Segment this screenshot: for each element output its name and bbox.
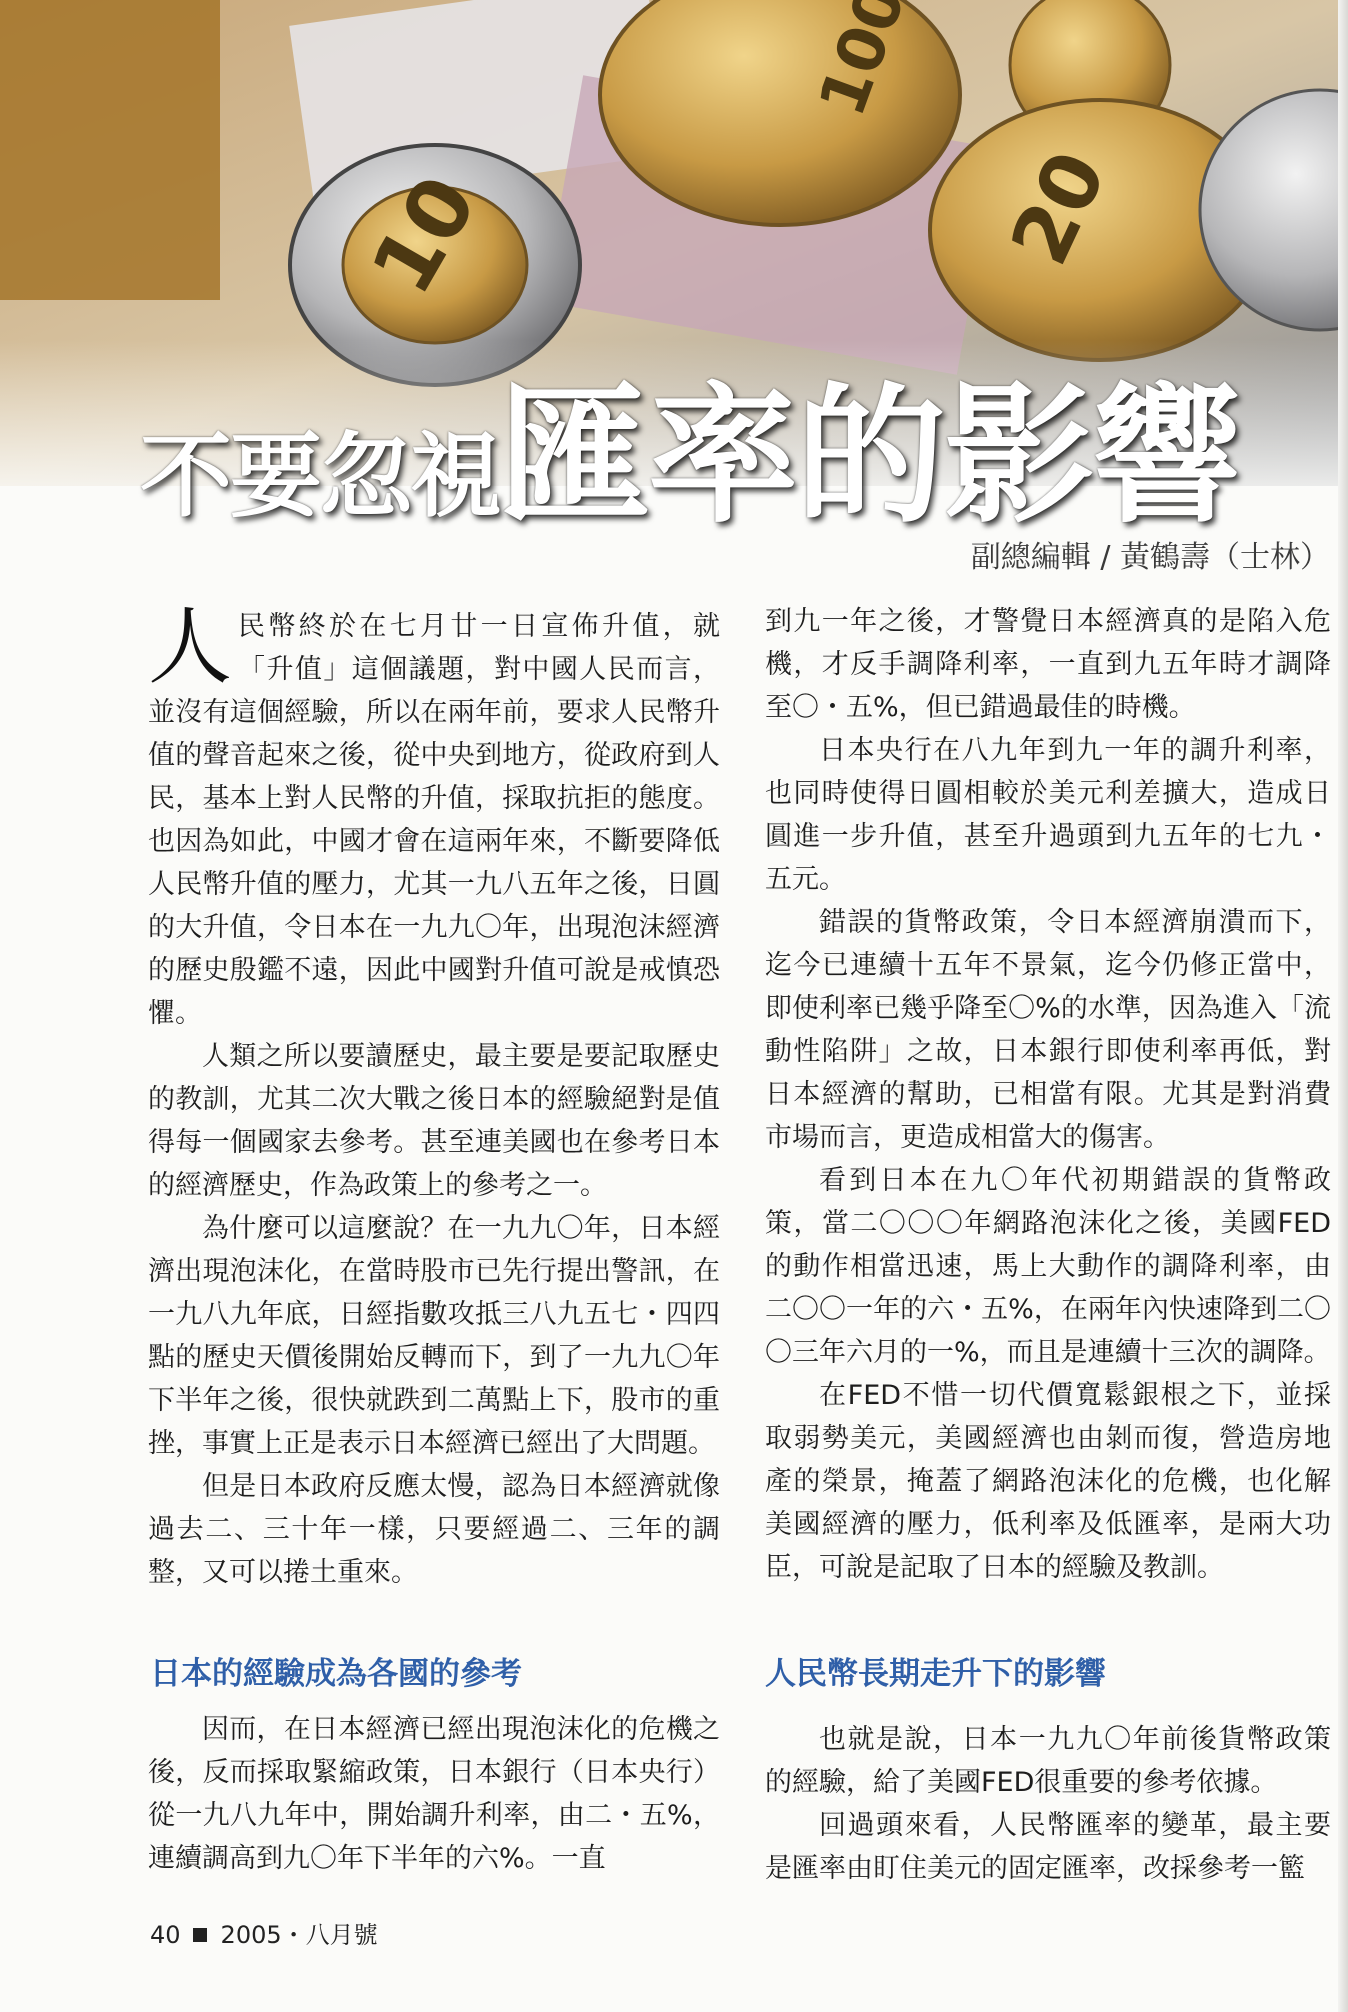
column-right	[765, 600, 1331, 1589]
drop-cap: 人	[148, 598, 233, 696]
byline: 副總編輯 / 黃鶴壽（士林）	[970, 540, 1330, 575]
column-left	[148, 598, 720, 1594]
title-prefix: 不要忽視	[140, 423, 501, 530]
paragraph: 為什麼可以這麼說？在一九九〇年，日本經濟出現泡沫化，在當時股市已先行提出警訊，在一九八九年底，日經指數攻抵三八九五七・四四點的歷史天價後開始反轉而下，到了一九九〇年下半年之後，很快就跌到二萬點上下，股市的重挫，事實上正是表示日本經濟已經出了大問題。	[148, 1213, 720, 1459]
issue-label: 2005・八月號	[220, 1921, 378, 1949]
section-heading-left: 日本的經驗成為各國的參考	[150, 1656, 522, 1692]
paragraph: 在FED不惜一切代價寬鬆銀根之下，並採取弱勢美元，美國經濟也由剝而復，營造房地產的榮景，掩蓋了網路泡沫化的危機，也化解美國經濟的壓力，低利率及低匯率，是兩大功臣，可說是記取了日本的經驗及教訓。	[765, 1380, 1331, 1583]
article-title	[140, 335, 1240, 551]
paragraph: 回過頭來看，人民幣匯率的變革，最主要是匯率由盯住美元的固定匯率，改採參考一籃	[765, 1810, 1331, 1884]
title-main: 匯率的影響	[500, 370, 1241, 544]
paragraph: 人民幣終於在七月廿一日宣佈升值，就「升值」這個議題，對中國人民而言，並沒有這個經驗，所以在兩年前，要求人民幣升值的聲音起來之後，從中央到地方，從政府到人民，基本上對人民幣的升值，採取抗拒的態度。也因為如此，中國才會在這兩年來，不斷要降低人民幣升值的壓力，尤其一九八五年之後，日圓的大升值，令日本在一九九〇年，出現泡沫經濟的歷史殷鑑不遠，因此中國對升值可說是戒慎恐懼。	[148, 598, 720, 1029]
paragraph: 人類之所以要讀歷史，最主要是要記取歷史的教訓，尤其二次大戰之後日本的經驗絕對是值得每一個國家去參考。甚至連美國也在參考日本的經濟歷史，作為政策上的參考之一。	[148, 1041, 720, 1201]
column-right-section	[765, 1718, 1331, 1890]
paragraph: 到九一年之後，才警覺日本經濟真的是陷入危機，才反手調降利率，一直到九五年時才調降至〇・五%，但已錯過最佳的時機。	[765, 606, 1331, 723]
paragraph: 也就是說，日本一九九〇年前後貨幣政策的經驗，給了美國FED很重要的參考依據。	[765, 1724, 1331, 1798]
section-heading-right: 人民幣長期走升下的影響	[765, 1656, 1106, 1692]
square-bullet-icon	[193, 1928, 207, 1942]
page-edge-shadow	[1338, 0, 1348, 2012]
column-left-section	[148, 1708, 720, 1880]
paragraph: 錯誤的貨幣政策，令日本經濟崩潰而下，迄今已連續十五年不景氣，迄今仍修正當中，即使利率已幾乎降至〇%的水準，因為進入「流動性陷阱」之故，日本銀行即使利率再低，對日本經濟的幫助，已相當有限。尤其是對消費市場而言，更造成相當大的傷害。	[765, 907, 1331, 1153]
paragraph: 因而，在日本經濟已經出現泡沫化的危機之後，反而採取緊縮政策，日本銀行（日本央行）從一九八九年中，開始調升利率，由二・五%，連續調高到九〇年下半年的六%。一直	[148, 1714, 720, 1874]
page-footer	[150, 1915, 378, 1950]
paragraph: 但是日本政府反應太慢，認為日本經濟就像過去二、三十年一樣，只要經過二、三年的調整，又可以捲土重來。	[148, 1471, 720, 1588]
paragraph: 看到日本在九〇年代初期錯誤的貨幣政策，當二〇〇〇年網路泡沫化之後，美國FED的動作相當迅速，馬上大動作的調降利率，由二〇〇一年的六・五%，在兩年內快速降到二〇〇三年六月的一%，而且是連續十三次的調降。	[765, 1165, 1331, 1368]
page-number: 40	[150, 1921, 181, 1949]
paragraph: 日本央行在八九年到九一年的調升利率，也同時使得日圓相較於美元利差擴大，造成日圓進一步升值，甚至升過頭到九五年的七九・五元。	[765, 735, 1331, 895]
